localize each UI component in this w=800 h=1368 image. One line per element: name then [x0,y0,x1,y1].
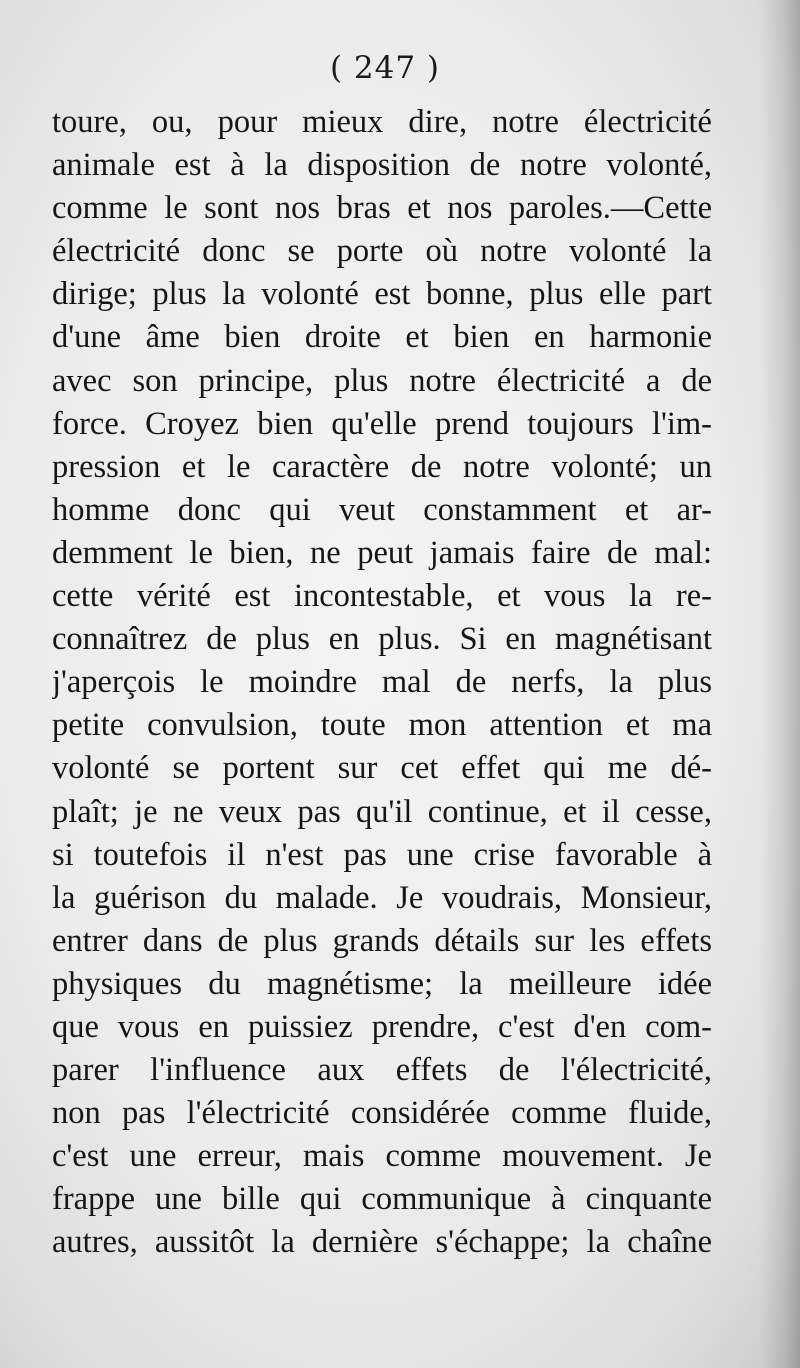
text-line: homme donc qui veut constamment et ar- [52,491,712,528]
text-line: petite convulsion, toute mon attention et ma [52,707,712,744]
text-line: que vous en puissiez prendre, c'est d'en com- [52,1008,712,1045]
text-line: c'est une erreur, mais comme mouvement. Je [52,1138,712,1175]
text-line: si toutefois il n'est pas une crise favorable à [52,836,712,873]
text-line: comme le sont nos bras et nos paroles.—Cette [52,190,712,227]
text-line: la guérison du malade. Je voudrais, Monsieur, [52,879,712,916]
text-line: non pas l'électricité considérée comme fluide, [52,1095,712,1132]
text-line: autres, aussitôt la dernière s'échappe; la chaîne [52,1224,712,1261]
text-line: frappe une bille qui communique à cinquante [52,1181,712,1218]
page-number: ( 247 ) [329,50,441,86]
text-line: connaîtrez de plus en plus. Si en magnétisant [52,621,712,658]
text-line: demment le bien, ne peut jamais faire de mal: [52,534,712,571]
text-line: physiques du magnétisme; la meilleure idée [52,965,712,1002]
text-line: d'une âme bien droite et bien en harmonie [52,319,712,356]
text-line: avec son principe, plus notre électricité a de [52,362,712,399]
text-line: plaît; je ne veux pas qu'il continue, et il cesse, [52,793,712,830]
page-edge-shadow [760,0,800,1368]
body-text [52,101,712,1265]
text-line: pression et le caractère de notre volonté; un [52,448,712,485]
text-line: toure, ou, pour mieux dire, notre électricité [52,104,712,140]
text-line: entrer dans de plus grands détails sur les effets [52,922,712,959]
text-line: parer l'influence aux effets de l'électricité, [52,1052,712,1089]
text-line: volonté se portent sur cet effet qui me dé- [52,750,712,787]
text-line: électricité donc se porte où notre volonté la [52,233,712,270]
text-line: animale est à la disposition de notre volonté, [52,147,712,184]
text-line: cette vérité est incontestable, et vous la re- [52,578,712,615]
text-line: j'aperçois le moindre mal de nerfs, la plus [52,664,712,701]
text-line: dirige; plus la volonté est bonne, plus elle part [52,276,712,313]
text-line: force. Croyez bien qu'elle prend toujours l'im- [52,405,712,442]
